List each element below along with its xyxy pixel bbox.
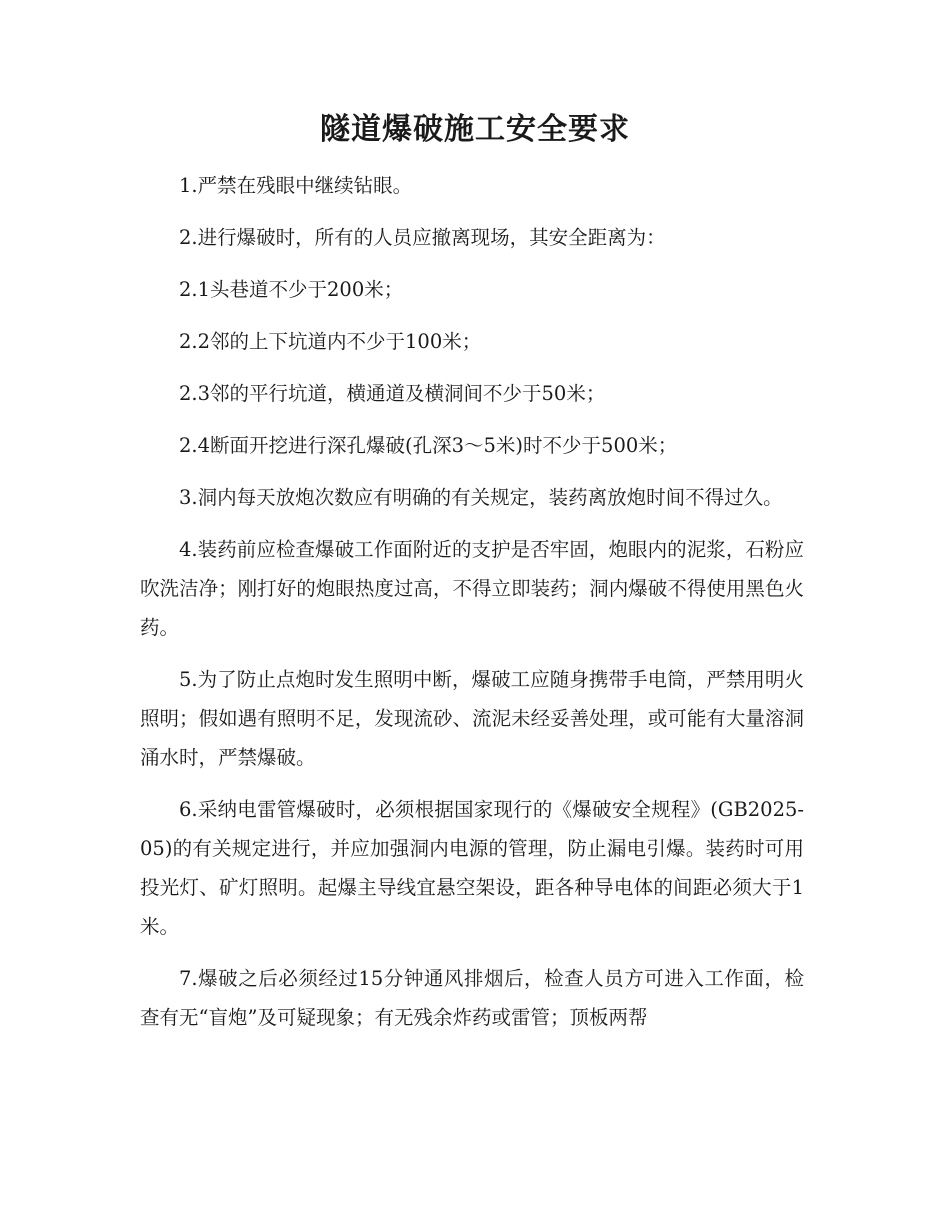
- document-body: [140, 166, 804, 1050]
- paragraph-1: 1.严禁在残眼中继续钻眼。: [179, 174, 413, 197]
- paragraph-2-4: 2.4断面开挖进行深孔爆破(孔深3～5米)时不少于500米；: [179, 434, 678, 457]
- paragraph-5: 5.为了防止点炮时发生照明中断，爆破工应随身携带手电筒，严禁用明火照明；假如遇有照明不足，发现流砂、流泥未经妥善处理，或可能有大量溶洞涌水时，严禁爆破。: [140, 668, 804, 769]
- paragraph-4: 4.装药前应检查爆破工作面附近的支护是否牢固，炮眼内的泥浆，石粉应吹洗洁净；刚打好的炮眼热度过高，不得立即装药；洞内爆破不得使用黑色火药。: [140, 538, 804, 639]
- paragraph-2-2: 2.2邻的上下坑道内不少于100米；: [179, 330, 482, 353]
- paragraph-6: 6.采纳电雷管爆破时，必须根据国家现行的《爆破安全规程》(GB2025-05)的有关规定进行，并应加强洞内电源的管理，防止漏电引爆。装药时可用投光灯、矿灯照明。起爆主导线宜悬空架设，距各种导电体的间距必须大于1米。: [140, 798, 804, 938]
- paragraph-2: 2.进行爆破时，所有的人员应撤离现场，其安全距离为：: [179, 226, 666, 249]
- paragraph-7: 7.爆破之后必须经过15分钟通风排烟后，检查人员方可进入工作面，检查有无“盲炮”及可疑现象；有无残余炸药或雷管；顶板两帮: [140, 967, 804, 1029]
- paragraph-3: 3.洞内每天放炮次数应有明确的有关规定，装药离放炮时间不得过久。: [179, 486, 783, 509]
- paragraph-2-3: 2.3邻的平行坑道，横通道及横洞间不少于50米；: [179, 382, 606, 405]
- document-title: 隧道爆破施工安全要求: [320, 112, 630, 147]
- paragraph-2-1: 2.1头巷道不少于200米；: [179, 278, 404, 301]
